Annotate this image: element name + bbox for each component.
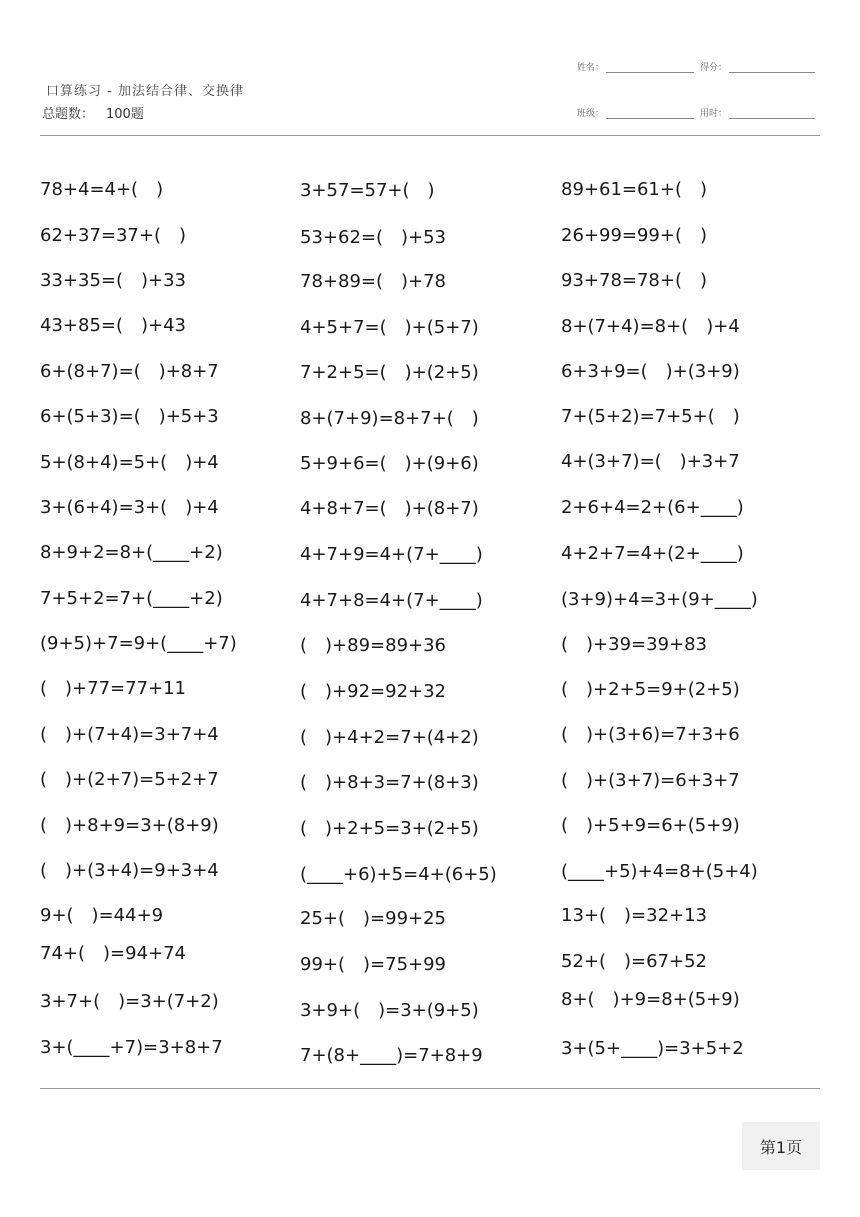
math-question: (3+9)+4=3+(9+____)	[561, 589, 758, 610]
math-question: ( )+(2+7)=5+2+7	[40, 769, 219, 790]
header-divider	[40, 135, 820, 136]
name-field[interactable]	[577, 60, 694, 73]
math-question: 33+35=( )+33	[40, 270, 187, 291]
question-count	[42, 103, 144, 122]
count-label: 总题数：	[42, 107, 95, 122]
page-number: 第1页	[742, 1122, 820, 1170]
math-question: 26+99=99+( )	[561, 225, 708, 246]
class-label: 班级：	[577, 109, 605, 119]
math-question: 6+3+9=( )+(3+9)	[561, 361, 740, 382]
math-question: 89+61=61+( )	[561, 179, 708, 200]
math-question: 7+5+2=7+(____+2)	[40, 588, 223, 609]
math-question: ( )+92=92+32	[300, 681, 447, 702]
math-question: 4+(3+7)=( )+3+7	[561, 451, 740, 472]
math-question: 8+(7+4)=8+( )+4	[561, 316, 740, 337]
class-field[interactable]	[577, 106, 694, 119]
math-question: 6+(5+3)=( )+5+3	[40, 406, 219, 427]
math-question: 4+5+7=( )+(5+7)	[300, 317, 479, 338]
math-question: ( )+39=39+83	[561, 634, 708, 655]
math-question: ( )+4+2=7+(4+2)	[300, 727, 479, 748]
math-question: 2+6+4=2+(6+____)	[561, 497, 744, 518]
math-question: 74+( )=94+74	[40, 943, 187, 964]
math-question: ( )+(3+4)=9+3+4	[40, 860, 219, 881]
math-question: 8+( )+9=8+(5+9)	[561, 989, 740, 1010]
score-label: 得分：	[700, 63, 728, 73]
math-question: 3+(5+____)=3+5+2	[561, 1038, 744, 1059]
math-question: ( )+8+3=7+(8+3)	[300, 772, 479, 793]
math-question: 62+37=37+( )	[40, 225, 187, 246]
math-question: 3+(6+4)=3+( )+4	[40, 497, 219, 518]
math-question: 9+( )=44+9	[40, 905, 164, 926]
math-question: ( )+8+9=3+(8+9)	[40, 815, 219, 836]
footer-divider	[40, 1088, 820, 1089]
class-line	[606, 108, 694, 119]
math-question: 53+62=( )+53	[300, 227, 447, 248]
score-field[interactable]	[700, 60, 815, 73]
math-question: 99+( )=75+99	[300, 954, 447, 975]
math-question: 93+78=78+( )	[561, 270, 708, 291]
math-question: 78+89=( )+78	[300, 271, 447, 292]
math-question: 52+( )=67+52	[561, 951, 708, 972]
math-question: ( )+77=77+11	[40, 678, 187, 699]
math-question: 13+( )=32+13	[561, 905, 708, 926]
math-question: 8+(7+9)=8+7+( )	[300, 408, 479, 429]
name-line	[606, 62, 694, 73]
math-question: 7+2+5=( )+(2+5)	[300, 362, 479, 383]
worksheet-title: 口算练习 - 加法结合律、交换律	[46, 84, 244, 99]
math-question: 7+(8+____)=7+8+9	[300, 1045, 483, 1066]
time-line	[729, 108, 815, 119]
math-question: ( )+89=89+36	[300, 635, 447, 656]
math-question: ( )+2+5=3+(2+5)	[300, 818, 479, 839]
count-value: 100题	[106, 107, 144, 122]
time-label: 用时：	[700, 109, 728, 119]
math-question: 5+(8+4)=5+( )+4	[40, 452, 219, 473]
math-question: ( )+2+5=9+(2+5)	[561, 679, 740, 700]
math-question: 5+9+6=( )+(9+6)	[300, 453, 479, 474]
math-question: 3+9+( )=3+(9+5)	[300, 1000, 479, 1021]
math-question: (____+6)+5=4+(6+5)	[300, 864, 497, 885]
math-question: 3+57=57+( )	[300, 180, 435, 201]
math-question: 43+85=( )+43	[40, 315, 187, 336]
math-question: 8+9+2=8+(____+2)	[40, 542, 223, 563]
math-question: 3+7+( )=3+(7+2)	[40, 991, 219, 1012]
math-question: 4+8+7=( )+(8+7)	[300, 498, 479, 519]
time-field[interactable]	[700, 106, 815, 119]
math-question: 25+( )=99+25	[300, 908, 447, 929]
math-question: 4+2+7=4+(2+____)	[561, 543, 744, 564]
math-question: 3+(____+7)=3+8+7	[40, 1037, 223, 1058]
score-line	[729, 62, 815, 73]
math-question: ( )+(7+4)=3+7+4	[40, 724, 219, 745]
math-question: 4+7+9=4+(7+____)	[300, 544, 483, 565]
math-question: ( )+(3+7)=6+3+7	[561, 770, 740, 791]
name-label: 姓名：	[577, 63, 605, 73]
math-question: ( )+5+9=6+(5+9)	[561, 815, 740, 836]
math-question: (____+5)+4=8+(5+4)	[561, 861, 758, 882]
math-question: 7+(5+2)=7+5+( )	[561, 406, 740, 427]
math-question: 4+7+8=4+(7+____)	[300, 590, 483, 611]
math-question: (9+5)+7=9+(____+7)	[40, 633, 237, 654]
math-question: 78+4=4+( )	[40, 179, 164, 200]
math-question: ( )+(3+6)=7+3+6	[561, 724, 740, 745]
math-question: 6+(8+7)=( )+8+7	[40, 361, 219, 382]
